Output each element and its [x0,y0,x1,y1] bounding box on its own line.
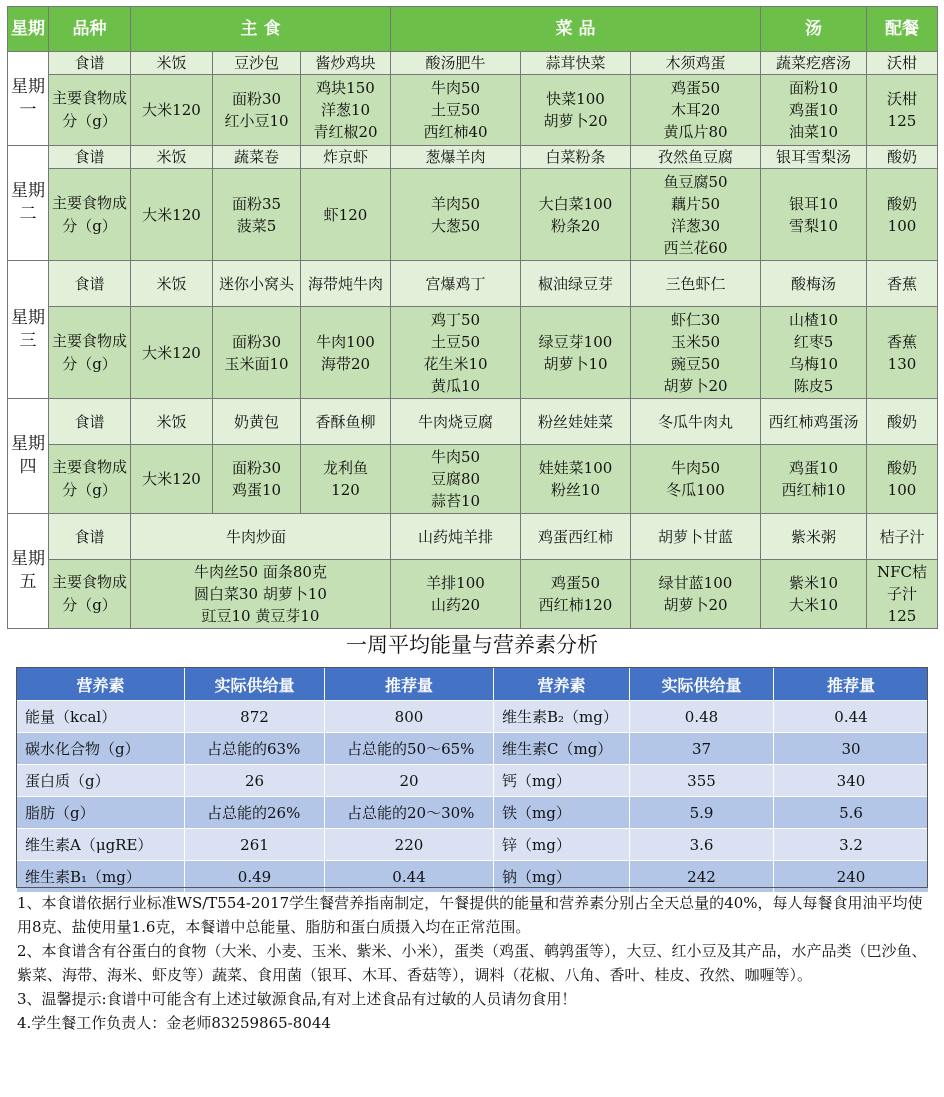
nutrition-cell: 800 [325,701,494,733]
recipe-cell: 椒油绿豆芽 [521,261,631,307]
recipe-cell: 蔬菜卷 [213,146,301,169]
nutrition-cell: 242 [630,861,774,893]
ingredients-cell: 酸奶 100 [867,169,938,261]
nutrition-cell: 占总能的26% [185,797,325,829]
recipe-cell: 白菜粉条 [521,146,631,169]
menu-recipe-row [8,146,938,169]
header-soup: 汤 [761,7,867,52]
nutrition-cell: 钙（mg） [494,765,630,797]
recipe-cell: 米饭 [131,261,213,307]
nutrition-row [17,733,929,765]
nutrition-cell: 0.44 [325,861,494,893]
recipe-cell: 豆沙包 [213,52,301,75]
recipe-cell: 西红柿鸡蛋汤 [761,399,867,445]
nutrition-cell: 维生素B₂（mg） [494,701,630,733]
ingredients-cell: 虾仁30 玉米50 豌豆50 胡萝卜20 [631,307,761,399]
nutrition-header-cell: 推荐量 [774,668,929,701]
ingredients-cell: 虾120 [301,169,391,261]
recipe-cell: 胡萝卜甘蓝 [631,514,761,560]
ingredients-cell: 香蕉 130 [867,307,938,399]
nutrition-cell: 261 [185,829,325,861]
nutrition-cell: 872 [185,701,325,733]
menu-ingredients-row [8,307,938,399]
recipe-row-label: 食谱 [49,146,131,169]
ingredients-cell: 鱼豆腐50 藕片50 洋葱30 西兰花60 [631,169,761,261]
nutrition-cell: 脂肪（g） [17,797,185,829]
recipe-cell: 宫爆鸡丁 [391,261,521,307]
nutrition-cell: 20 [325,765,494,797]
weekly-menu-table [7,6,938,629]
weekday-label: 星期五 [8,514,49,629]
ingredients-cell: 羊排100 山药20 [391,560,521,629]
recipe-cell: 酱炒鸡块 [301,52,391,75]
ingredients-cell: 紫米10 大米10 [761,560,867,629]
menu-ingredients-row [8,75,938,146]
nutrition-header-cell: 营养素 [17,668,185,701]
recipe-cell: 沃柑 [867,52,938,75]
ingredients-cell: 面粉30 红小豆10 [213,75,301,146]
note-line: 4.学生餐工作负责人：金老师83259865-8044 [17,1014,331,1032]
recipe-cell: 酸奶 [867,146,938,169]
nutrition-cell: 5.9 [630,797,774,829]
nutrition-cell: 240 [774,861,929,893]
nutrition-cell: 37 [630,733,774,765]
ingredients-cell: 大米120 [131,169,213,261]
ingredients-cell: 鸡蛋50 西红柿120 [521,560,631,629]
nutrition-cell: 钠（mg） [494,861,630,893]
nutrition-cell: 维生素B₁（mg） [17,861,185,893]
nutrition-cell: 0.49 [185,861,325,893]
recipe-cell: 海带炖牛肉 [301,261,391,307]
ingredients-row-label: 主要食物成分（g） [49,75,131,146]
ingredients-cell: 龙利鱼 120 [301,445,391,514]
menu-ingredients-row [8,560,938,629]
nutrition-cell: 碳水化合物（g） [17,733,185,765]
recipe-row-label: 食谱 [49,514,131,560]
ingredients-cell: 大白菜100 粉条20 [521,169,631,261]
recipe-cell: 银耳雪梨汤 [761,146,867,169]
recipe-row-label: 食谱 [49,261,131,307]
recipe-cell: 山药炖羊排 [391,514,521,560]
nutrition-cell: 340 [774,765,929,797]
recipe-cell: 米饭 [131,146,213,169]
ingredients-cell: 绿甘蓝100 胡萝卜20 [631,560,761,629]
ingredients-cell: NFC桔 子汁 125 [867,560,938,629]
ingredients-cell: 娃娃菜100 粉丝10 [521,445,631,514]
nutrition-row [17,861,929,893]
nutrition-cell: 355 [630,765,774,797]
nutrition-cell: 220 [325,829,494,861]
nutrition-table [16,667,929,893]
ingredients-cell: 沃柑 125 [867,75,938,146]
menu-recipe-row [8,261,938,307]
nutrition-header-cell: 实际供给量 [630,668,774,701]
recipe-cell: 三色虾仁 [631,261,761,307]
weekday-label: 星期一 [8,52,49,146]
recipe-cell: 葱爆羊肉 [391,146,521,169]
ingredients-cell: 大米120 [131,445,213,514]
nutrition-header-cell: 营养素 [494,668,630,701]
nutrition-cell: 30 [774,733,929,765]
nutrition-cell: 维生素A（μgRE） [17,829,185,861]
recipe-cell: 酸奶 [867,399,938,445]
ingredients-cell: 鸡蛋50 木耳20 黄瓜片80 [631,75,761,146]
ingredients-cell: 绿豆芽100 胡萝卜10 [521,307,631,399]
ingredients-cell: 羊肉50 大葱50 [391,169,521,261]
note-line: 3、温馨提示:食谱中可能含有上述过敏源食品,有对上述食品有过敏的人员请勿食用！ [17,990,577,1008]
recipe-cell: 香酥鱼柳 [301,399,391,445]
header-dishes: 菜 品 [391,7,761,52]
ingredients-cell: 牛肉丝50 面条80克 圆白菜30 胡萝卜10 豇豆10 黄豆芽10 [131,560,391,629]
menu-ingredients-row [8,445,938,514]
nutrition-cell: 能量（kcal） [17,701,185,733]
ingredients-cell: 鸡丁50 土豆50 花生米10 黄瓜10 [391,307,521,399]
nutrition-cell: 占总能的63% [185,733,325,765]
ingredients-cell: 大米120 [131,75,213,146]
recipe-cell: 酸梅汤 [761,261,867,307]
nutrition-header-row [17,668,929,701]
recipe-cell: 桔子汁 [867,514,938,560]
ingredients-cell: 面粉30 玉米面10 [213,307,301,399]
ingredients-cell: 面粉30 鸡蛋10 [213,445,301,514]
weekday-label: 星期四 [8,399,49,514]
recipe-cell: 米饭 [131,52,213,75]
nutrition-row [17,797,929,829]
ingredients-cell: 酸奶 100 [867,445,938,514]
ingredients-row-label: 主要食物成分（g） [49,307,131,399]
recipe-cell: 牛肉炒面 [131,514,391,560]
recipe-cell: 酸汤肥牛 [391,52,521,75]
nutrition-row [17,765,929,797]
recipe-cell: 孜然鱼豆腐 [631,146,761,169]
recipe-cell: 奶黄包 [213,399,301,445]
nutrition-header-cell: 推荐量 [325,668,494,701]
recipe-row-label: 食谱 [49,52,131,75]
ingredients-cell: 鸡蛋10 西红柿10 [761,445,867,514]
recipe-cell: 粉丝娃娃菜 [521,399,631,445]
ingredients-row-label: 主要食物成分（g） [49,560,131,629]
recipe-row-label: 食谱 [49,399,131,445]
menu-recipe-row [8,399,938,445]
ingredients-row-label: 主要食物成分（g） [49,169,131,261]
ingredients-cell: 牛肉50 豆腐80 蒜苔10 [391,445,521,514]
nutrition-cell: 0.44 [774,701,929,733]
recipe-cell: 木须鸡蛋 [631,52,761,75]
recipe-cell: 冬瓜牛肉丸 [631,399,761,445]
nutrition-row [17,829,929,861]
recipe-cell: 蔬菜疙瘩汤 [761,52,867,75]
recipe-cell: 迷你小窝头 [213,261,301,307]
menu-ingredients-row [8,169,938,261]
recipe-cell: 米饭 [131,399,213,445]
ingredients-cell: 大米120 [131,307,213,399]
recipe-cell: 鸡蛋西红柿 [521,514,631,560]
weekday-label: 星期二 [8,146,49,261]
menu-header-row [8,7,938,52]
header-weekday: 星期 [8,7,49,52]
ingredients-cell: 牛肉50 冬瓜100 [631,445,761,514]
nutrition-cell: 维生素C（mg） [494,733,630,765]
nutrition-cell: 锌（mg） [494,829,630,861]
notes-section [17,891,937,1035]
analysis-title: 一周平均能量与营养素分析 [346,633,598,657]
nutrition-cell: 占总能的50～65% [325,733,494,765]
ingredients-cell: 面粉10 鸡蛋10 油菜10 [761,75,867,146]
recipe-cell: 香蕉 [867,261,938,307]
ingredients-cell: 银耳10 雪梨10 [761,169,867,261]
header-variety: 品种 [49,7,131,52]
recipe-cell: 蒜茸快菜 [521,52,631,75]
note-line: 2、本食谱含有谷蛋白的食物（大米、小麦、玉米、紫米、小米），蛋类（鸡蛋、鹌鹑蛋等），大豆、红小豆及其产品，水产品类（巴沙鱼、紫菜、海带、海米、虾皮等）蔬菜、食用菌（银耳、木耳、香菇等），调料（花椒、八角、香叶、桂皮、孜然、咖喱等）。 [17,942,927,984]
ingredients-cell: 鸡块150 洋葱10 青红椒20 [301,75,391,146]
ingredients-cell: 牛肉50 土豆50 西红柿40 [391,75,521,146]
menu-recipe-row [8,52,938,75]
recipe-cell: 炸京虾 [301,146,391,169]
nutrition-cell: 3.2 [774,829,929,861]
nutrition-cell: 占总能的20～30% [325,797,494,829]
note-line: 1、本食谱依据行业标准WS/T554-2017学生餐营养指南制定，午餐提供的能量和营养素分别占全天总量的40%，每人每餐食用油平均使用8克、盐使用量1.6克，本餐谱中总能量、脂肪和蛋白质摄入均在正常范围。 [17,894,923,936]
menu-recipe-row [8,514,938,560]
nutrition-cell: 铁（mg） [494,797,630,829]
nutrition-cell: 蛋白质（g） [17,765,185,797]
ingredients-cell: 面粉35 菠菜5 [213,169,301,261]
ingredients-cell: 快菜100 胡萝卜20 [521,75,631,146]
nutrition-row [17,701,929,733]
header-staple: 主 食 [131,7,391,52]
ingredients-cell: 牛肉100 海带20 [301,307,391,399]
weekday-label: 星期三 [8,261,49,399]
recipe-cell: 牛肉烧豆腐 [391,399,521,445]
nutrition-cell: 5.6 [774,797,929,829]
ingredients-cell: 山楂10 红枣5 乌梅10 陈皮5 [761,307,867,399]
nutrition-header-cell: 实际供给量 [185,668,325,701]
recipe-cell: 紫米粥 [761,514,867,560]
header-side: 配餐 [867,7,938,52]
nutrition-cell: 0.48 [630,701,774,733]
nutrition-cell: 3.6 [630,829,774,861]
ingredients-row-label: 主要食物成分（g） [49,445,131,514]
nutrition-cell: 26 [185,765,325,797]
